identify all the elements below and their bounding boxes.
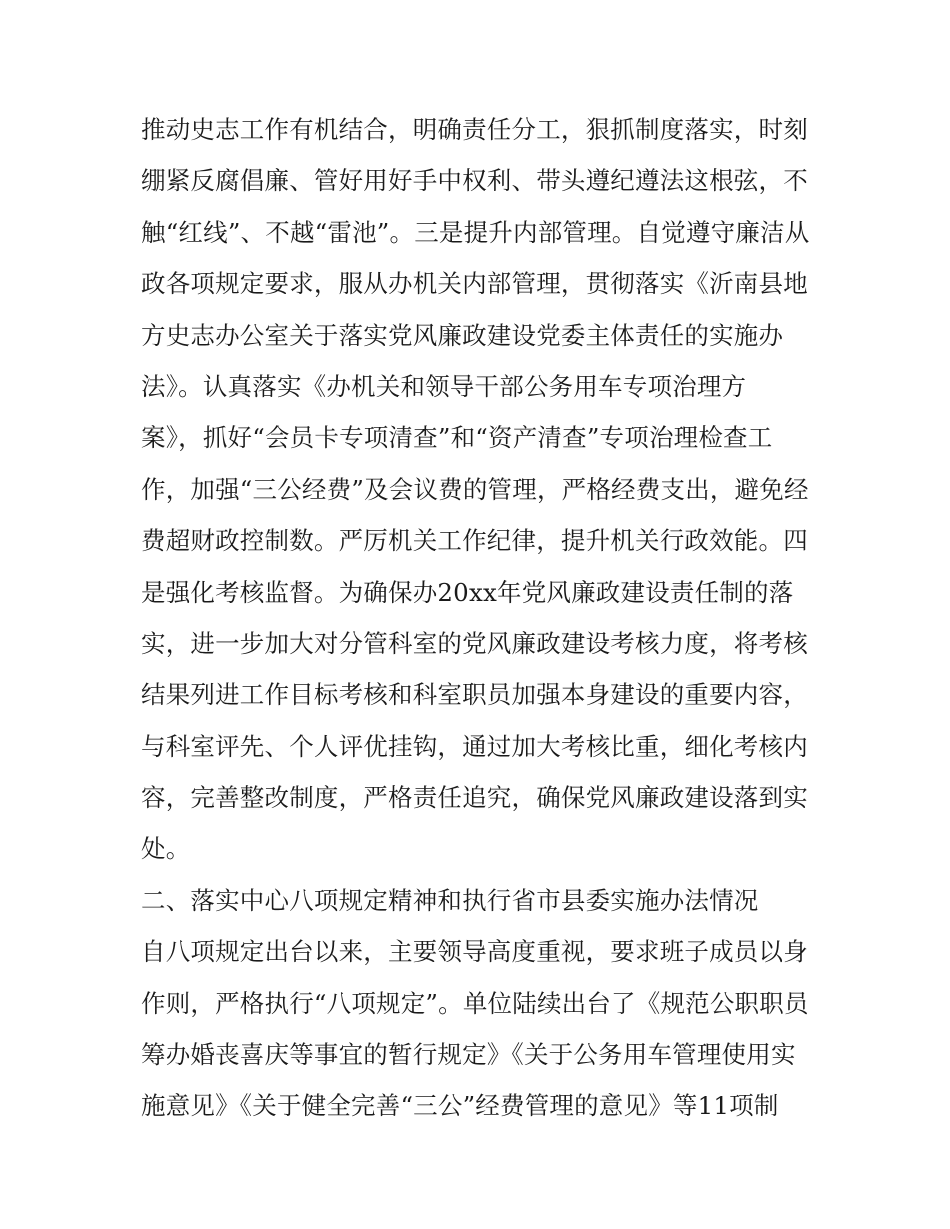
paragraph-line: 法》。认真落实《办机关和领导干部公务用车专项治理方 [141,371,747,401]
paragraph-line: 是强化考核监督。为确保办20xx年党风廉政建设责任制的落 [141,577,794,607]
paragraph-line: 案》，抓好“会员卡专项清查”和“资产清查”专项治理检查工 [141,423,773,453]
paragraph-line: 触“红线”、不越“雷池”。三是提升内部管理。自觉遵守廉洁从 [141,217,810,247]
paragraph-line: 政各项规定要求，服从办机关内部管理，贯彻落实《沂南县地 [141,269,808,299]
paragraph-line: 实，进一步加大对分管科室的党风廉政建设考核力度，将考核 [141,628,808,658]
paragraph-line: 容，完善整改制度，严格责任追究，确保党风廉政建设落到实 [141,783,808,813]
paragraph-line: 处。 [141,834,191,864]
paragraph-line: 与科室评先、个人评优挂钩，通过加大考核比重，细化考核内 [141,731,808,761]
paragraph-line: 筹办婚丧喜庆等事宜的暂行规定》《关于公务用车管理使用实 [141,1040,796,1070]
paragraph-line: 绷紧反腐倡廉、管好用好手中权利、带头遵纪遵法这根弦，不 [141,166,808,196]
paragraph-line: 作则，严格执行“八项规定”。单位陆续出台了《规范公职职员 [141,988,809,1018]
paragraph-line: 作，加强“三公经费”及会议费的管理，严格经费支出，避免经 [141,474,809,504]
paragraph-line: 结果列进工作目标考核和科室职员加强本身建设的重要内容， [141,680,808,710]
section-heading: 二、落实中心八项规定精神和执行省市县委实施办法情况 [141,885,759,915]
paragraph-line: 推动史志工作有机结合，明确责任分工，狠抓制度落实，时刻 [141,115,808,144]
paragraph-line: 自八项规定出台以来，主要领导高度重视，要求班子成员以身 [141,937,808,967]
paragraph-line: 方史志办公室关于落实党风廉政建设党委主体责任的实施办 [141,320,784,350]
document-page [141,104,813,1132]
paragraph-line: 费超财政控制数。严厉机关工作纪律，提升机关行政效能。四 [141,526,808,556]
paragraph-line: 施意见》《关于健全完善“三公”经费管理的意见》等11项制 [141,1091,779,1121]
